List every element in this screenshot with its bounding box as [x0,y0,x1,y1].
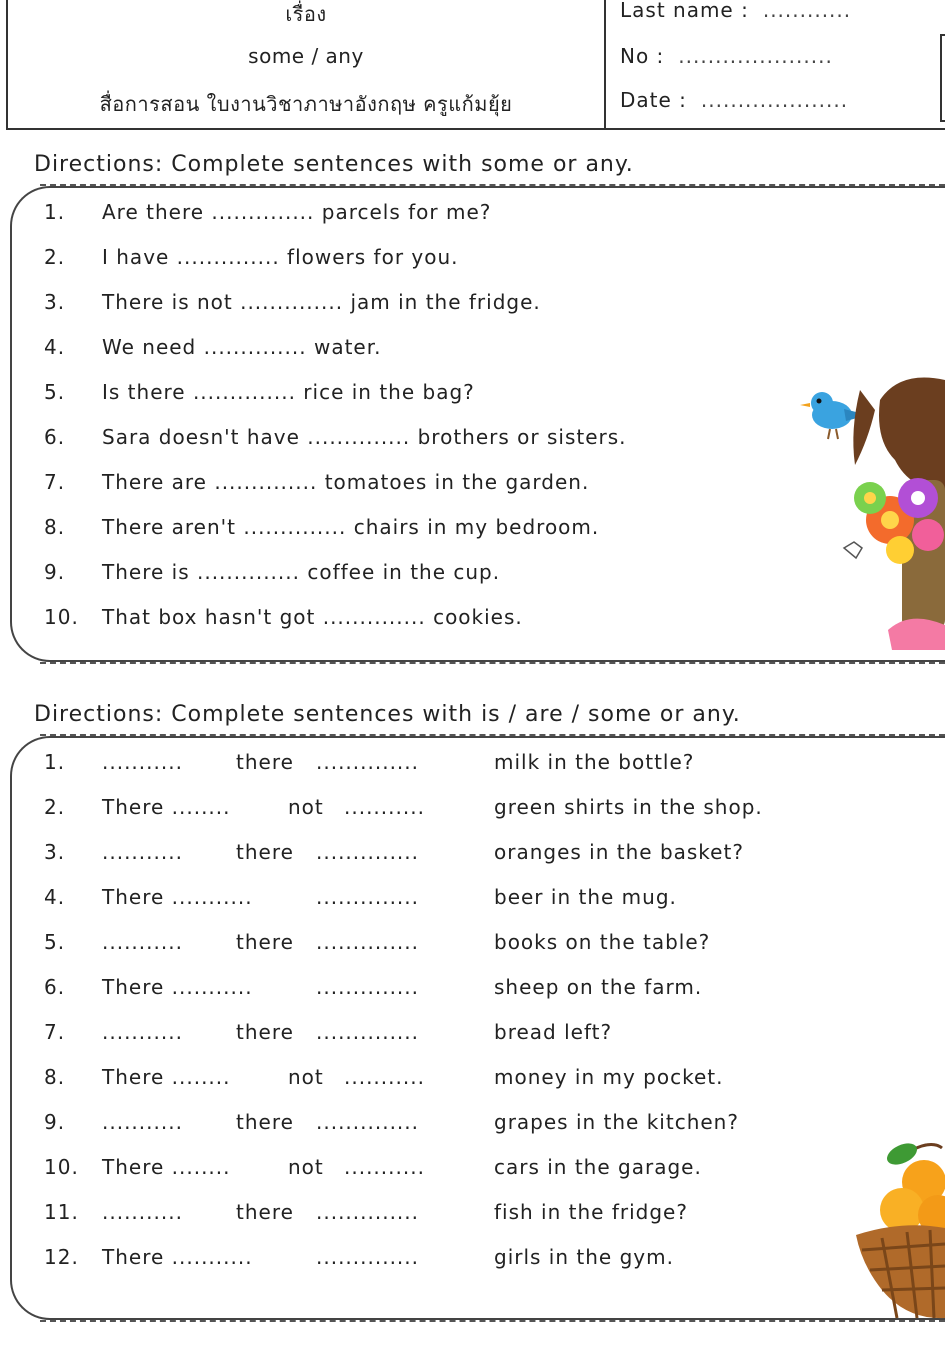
item-word-b: not [288,795,324,819]
item-blank-a: There ........ [102,1065,231,1089]
item-blank-c: .............. [316,1020,420,1044]
item-number: 3. [44,840,66,864]
item-number: 10. [44,605,79,629]
item-blank-c: .............. [316,885,420,909]
item-word-b: there [236,1020,294,1044]
item-number: 9. [44,560,66,584]
item-sentence: I have .............. flowers for you. [102,245,459,269]
item-number: 6. [44,975,66,999]
item-number: 5. [44,380,66,404]
item-ending: girls in the gym. [494,1245,674,1269]
item-ending: fish in the fridge? [494,1200,688,1224]
header-subject-label: เรื่อง [285,2,327,26]
item-number: 8. [44,1065,66,1089]
item-ending: grapes in the kitchen? [494,1110,739,1134]
number-label: No : [620,44,665,68]
number-field[interactable] [620,44,833,68]
item-blank-a: ........... [102,750,183,774]
item-word-b: there [236,1110,294,1134]
item-number: 4. [44,335,66,359]
item-number: 11. [44,1200,79,1224]
item-ending: beer in the mug. [494,885,677,909]
section2-directions: Directions: Complete sentences with is / are / some or any. [34,702,741,727]
date-label: Date : [620,88,687,112]
item-number: 1. [44,750,66,774]
item-word-b: there [236,750,294,774]
header-divider [604,0,606,130]
last-name-blank: ............ [762,0,852,22]
item-number: 6. [44,425,66,449]
item-ending: cars in the garage. [494,1155,702,1179]
item-sentence: There aren't .............. chairs in my bedroom. [102,515,600,539]
item-word-b: there [236,930,294,954]
item-blank-a: There ........... [102,1245,253,1269]
item-sentence: We need .............. water. [102,335,382,359]
header-score-box [940,34,945,122]
item-blank-a: ........... [102,1110,183,1134]
item-blank-c: .............. [316,930,420,954]
header-topic: some / any [248,44,364,68]
item-blank-a: There ........ [102,1155,231,1179]
item-blank-c: ........... [344,1065,425,1089]
item-word-b: there [236,1200,294,1224]
item-ending: oranges in the basket? [494,840,744,864]
item-number: 2. [44,245,66,269]
item-number: 4. [44,885,66,909]
girl-with-flowers-illustration [840,370,945,660]
item-sentence: Sara doesn't have .............. brothers or sisters. [102,425,627,449]
item-word-b: not [288,1065,324,1089]
item-blank-a: There ........... [102,885,253,909]
item-number: 2. [44,795,66,819]
section1-bottom-rule [40,662,945,664]
item-number: 1. [44,200,66,224]
last-name-field[interactable] [620,0,851,22]
item-number: 7. [44,1020,66,1044]
item-sentence: There is not .............. jam in the fridge. [102,290,541,314]
item-ending: green shirts in the shop. [494,795,763,819]
date-field[interactable] [620,88,848,112]
item-number: 8. [44,515,66,539]
item-sentence: Is there .............. rice in the bag? [102,380,475,404]
item-blank-a: There ........ [102,795,231,819]
item-ending: books on the table? [494,930,711,954]
item-blank-a: ........... [102,840,183,864]
item-number: 7. [44,470,66,494]
item-blank-a: There ........... [102,975,253,999]
item-blank-c: .............. [316,840,420,864]
item-ending: bread left? [494,1020,613,1044]
item-blank-a: ........... [102,930,183,954]
item-blank-c: .............. [316,1245,420,1269]
worksheet-header [6,0,945,130]
item-number: 9. [44,1110,66,1134]
item-word-b: not [288,1155,324,1179]
item-word-b: there [236,840,294,864]
item-blank-a: ........... [102,1020,183,1044]
item-number: 10. [44,1155,79,1179]
item-number: 12. [44,1245,79,1269]
item-sentence: There are .............. tomatoes in the garden. [102,470,590,494]
item-number: 3. [44,290,66,314]
header-credit: สื่อการสอน ใบงานวิชาภาษาอังกฤษ ครูแก้มยุ้ย [99,92,513,116]
date-blank: .................... [700,88,849,112]
item-number: 5. [44,930,66,954]
section2-bottom-rule [40,1320,945,1322]
last-name-label: Last name : [620,0,749,22]
item-sentence: There is .............. coffee in the cup. [102,560,501,584]
item-ending: sheep on the farm. [494,975,703,999]
item-blank-c: .............. [316,750,420,774]
number-blank: ..................... [678,44,833,68]
item-blank-c: .............. [316,1200,420,1224]
item-blank-c: ........... [344,795,425,819]
item-sentence: That box hasn't got .............. cookies. [102,605,523,629]
section1-directions: Directions: Complete sentences with some or any. [34,152,634,177]
item-ending: milk in the bottle? [494,750,695,774]
item-blank-c: .............. [316,975,420,999]
orange-basket-illustration [852,1140,945,1320]
item-blank-c: .............. [316,1110,420,1134]
item-blank-a: ........... [102,1200,183,1224]
item-ending: money in my pocket. [494,1065,724,1089]
item-sentence: Are there .............. parcels for me? [102,200,492,224]
item-blank-c: ........... [344,1155,425,1179]
